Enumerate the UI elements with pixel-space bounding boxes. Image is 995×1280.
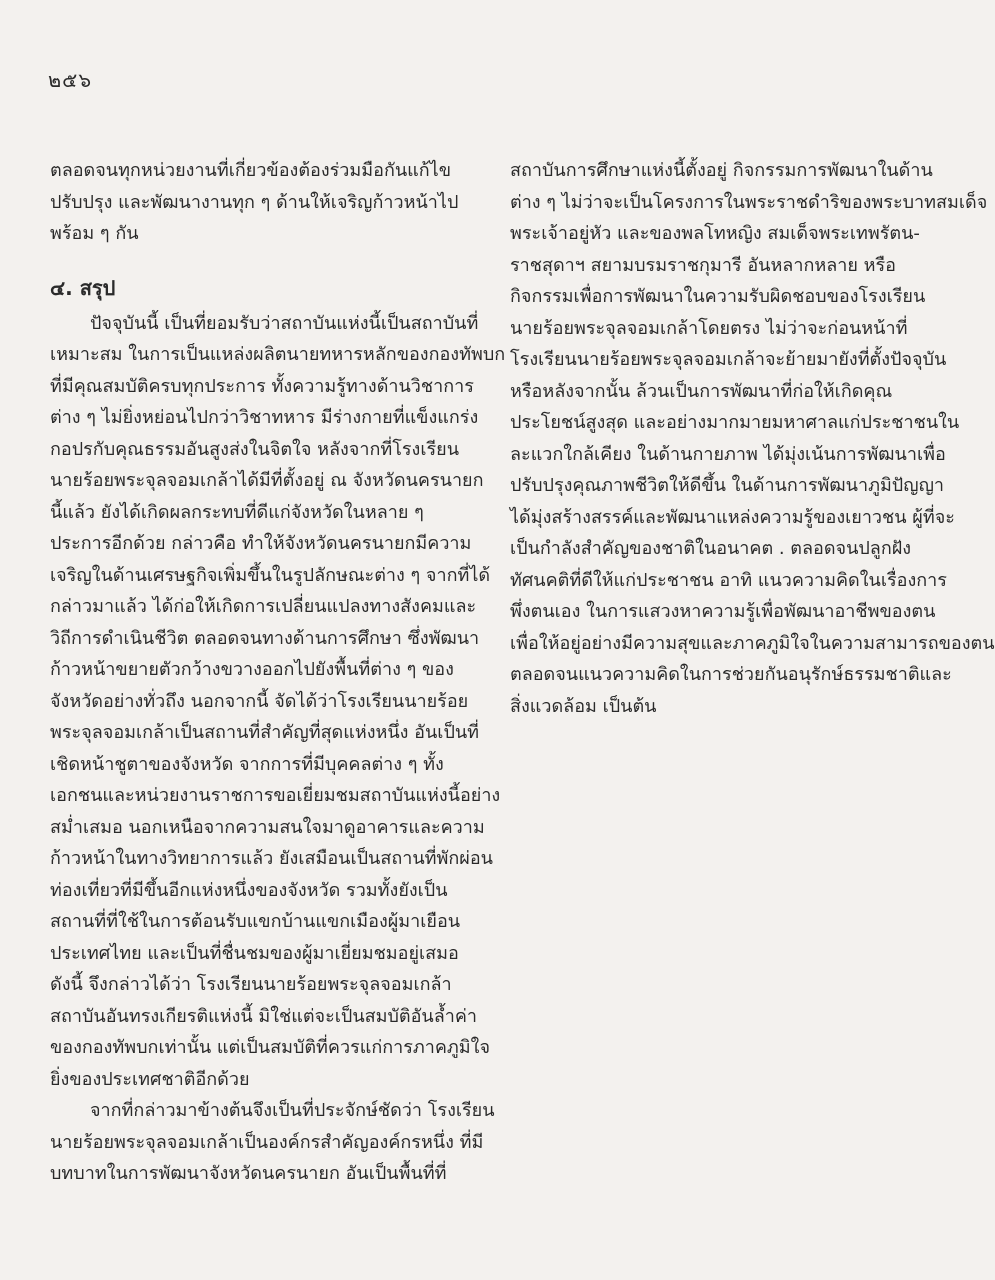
text-line: ละแวกใกล้เคียง ในด้านกายภาพ ได้มุ่งเน้นการพัฒนาเพื่อ bbox=[510, 443, 946, 465]
text-line: เพื่อให้อยู่อย่างมีความสุขและภาคภูมิใจในความสามารถของตน bbox=[510, 632, 995, 654]
text-line: ต่าง ๆ ไม่ว่าจะเป็นโครงการในพระราชดำริของพระบาทสมเด็จ bbox=[510, 191, 988, 213]
text-line: ปรับปรุงคุณภาพชีวิตให้ดีขึ้น ในด้านการพัฒนาภูมิปัญญา bbox=[510, 475, 945, 496]
text-line: พระเจ้าอยู่หัว และของพลโทหญิง สมเด็จพระเทพรัตน- bbox=[510, 223, 920, 244]
text-line: ก้าวหน้าขยายตัวกว้างขวางออกไปยังพื้นที่ต่าง ๆ ของ bbox=[50, 659, 454, 680]
text-line: สถาบันอันทรงเกียรติแห่งนี้ มิใช่แต่จะเป็นสมบัติอันล้ำค่า bbox=[50, 1005, 478, 1027]
text-line: บทบาทในการพัฒนาจังหวัดนครนายก อันเป็นพื้นที่ที่ bbox=[50, 1163, 447, 1184]
text-line: เป็นกำลังสำคัญของชาติในอนาคต . ตลอดจนปลูกฝัง bbox=[510, 538, 912, 559]
text-line: จังหวัดอย่างทั่วถึง นอกจากนี้ จัดได้ว่าโรงเรียนนายร้อย bbox=[50, 690, 469, 712]
text-line: นี้แล้ว ยังได้เกิดผลกระทบที่ดีแก่จังหวัดในหลาย ๆ bbox=[50, 501, 424, 523]
right-column bbox=[510, 155, 995, 722]
text-line: สถาบันการศึกษาแห่งนี้ตั้งอยู่ กิจกรรมการพัฒนาในด้าน bbox=[510, 160, 933, 181]
text-line: เจริญในด้านเศรษฐกิจเพิ่มขึ้นในรูปลักษณะต่าง ๆ จากที่ได้ bbox=[50, 564, 491, 586]
text-line: ปรับปรุง และพัฒนางานทุก ๆ ด้านให้เจริญก้าวหน้าไป bbox=[50, 191, 459, 213]
text-line: สถานที่ที่ใช้ในการต้อนรับแขกบ้านแขกเมืองผู้มาเยือน bbox=[50, 911, 461, 932]
text-line: ปัจจุบันนี้ เป็นที่ยอมรับว่าสถาบันแห่งนี้เป็นสถาบันที่ bbox=[90, 312, 479, 334]
text-line: ดังนี้ จึงกล่าวได้ว่า โรงเรียนนายร้อยพระจุลจอมเกล้า bbox=[50, 974, 452, 995]
paragraph-conclusion bbox=[50, 1095, 495, 1190]
text-line: ประโยชน์สูงสุด และอย่างมากมายมหาศาลแก่ประชาชนใน bbox=[510, 412, 960, 433]
text-line: โรงเรียนนายร้อยพระจุลจอมเกล้าจะย้ายมายังที่ตั้งปัจจุบัน bbox=[510, 349, 947, 370]
text-line: ราชสุดาฯ สยามบรมราชกุมารี อันหลากหลาย หรือ bbox=[510, 254, 896, 276]
text-line: จากที่กล่าวมาข้างต้นจึงเป็นที่ประจักษ์ชัดว่า โรงเรียน bbox=[90, 1100, 495, 1121]
text-line: นายร้อยพระจุลจอมเกล้าโดยตรง ไม่ว่าจะก่อนหน้าที่ bbox=[510, 317, 908, 339]
paragraph-continued bbox=[510, 155, 995, 722]
text-line: ประเทศไทย และเป็นที่ชื่นชมของผู้มาเยี่ยมชมอยู่เสมอ bbox=[50, 942, 459, 964]
section-heading: ๔. สรุป bbox=[50, 275, 116, 300]
text-line: เหมาะสม ในการเป็นแหล่งผลิตนายทหารหลักของกองทัพบก bbox=[50, 344, 506, 365]
text-line: นายร้อยพระจุลจอมเกล้าเป็นองค์กรสำคัญองค์กรหนึ่ง ที่มี bbox=[50, 1131, 484, 1153]
text-line: เอกชนและหน่วยงานราชการขอเยี่ยมชมสถาบันแห่งนี้อย่าง bbox=[50, 785, 501, 806]
text-line: ก้าวหน้าในทางวิทยาการแล้ว ยังเสมือนเป็นสถานที่พักผ่อน bbox=[50, 848, 493, 869]
text-line: พร้อม ๆ กัน bbox=[50, 223, 139, 244]
text-line: พระจุลจอมเกล้าเป็นสถานที่สำคัญที่สุดแห่งหนึ่ง อันเป็นที่ bbox=[50, 722, 480, 743]
paragraph-summary bbox=[50, 308, 506, 1096]
intro-paragraph bbox=[50, 155, 466, 250]
text-line: ทัศนคติที่ดีให้แก่ประชาชน อาทิ แนวความคิดในเรื่องการ bbox=[510, 569, 947, 591]
text-line: วิถีการดำเนินชีวิต ตลอดจนทางด้านการศึกษา ซึ่งพัฒนา bbox=[50, 627, 480, 649]
text-line: กล่าวมาแล้ว ได้ก่อให้เกิดการเปลี่ยนแปลงทางสังคมและ bbox=[50, 596, 477, 617]
text-line: เชิดหน้าชูตาของจังหวัด จากการที่มีบุคคลต่าง ๆ ทั้ง bbox=[50, 753, 444, 775]
left-column bbox=[50, 155, 506, 1190]
text-line: พึ่งตนเอง ในการแสวงหาความรู้เพื่อพัฒนาอาชีพของตน bbox=[510, 601, 936, 622]
text-line: สม่ำเสมอ นอกเหนือจากความสนใจมาดูอาคารและความ bbox=[50, 816, 485, 838]
text-line: กิจกรรมเพื่อการพัฒนาในความรับผิดชอบของโรงเรียน bbox=[510, 286, 926, 307]
text-line: ที่มีคุณสมบัติครบทุกประการ ทั้งความรู้ทางด้านวิชาการ bbox=[50, 375, 474, 397]
text-line: ประการอีกด้วย กล่าวคือ ทำให้จังหวัดนครนายกมีความ bbox=[50, 533, 472, 554]
text-line: หรือหลังจากนั้น ล้วนเป็นการพัฒนาที่ก่อให้เกิดคุณ bbox=[510, 380, 893, 402]
text-line: ยิ่งของประเทศชาติอีกด้วย bbox=[50, 1068, 250, 1090]
text-line: ต่าง ๆ ไม่ยิ่งหย่อนไปกว่าวิชาทหาร มีร่างกายที่แข็งแกร่ง bbox=[50, 407, 479, 428]
text-line: นายร้อยพระจุลจอมเกล้าได้มีที่ตั้งอยู่ ณ จังหวัดนครนายก bbox=[50, 470, 484, 491]
text-line: ของกองทัพบกเท่านั้น แต่เป็นสมบัติที่ควรแก่การภาคภูมิใจ bbox=[50, 1037, 490, 1058]
text-line: ตลอดจนทุกหน่วยงานที่เกี่ยวข้องต้องร่วมมือกันแก้ไข bbox=[50, 160, 452, 181]
page-number: ๒๕๖ bbox=[48, 68, 93, 92]
text-line: ได้มุ่งสร้างสรรค์และพัฒนาแหล่งความรู้ของเยาวชน ผู้ที่จะ bbox=[510, 506, 955, 528]
text-line: ตลอดจนแนวความคิดในการช่วยกันอนุรักษ์ธรรมชาติและ bbox=[510, 664, 952, 685]
text-line: กอปรกับคุณธรรมอันสูงส่งในจิตใจ หลังจากที่โรงเรียน bbox=[50, 438, 460, 460]
text-line: สิ่งแวดล้อม เป็นต้น bbox=[510, 695, 657, 717]
text-line: ท่องเที่ยวที่มีขึ้นอีกแห่งหนึ่งของจังหวัด รวมทั้งยังเป็น bbox=[50, 879, 448, 901]
